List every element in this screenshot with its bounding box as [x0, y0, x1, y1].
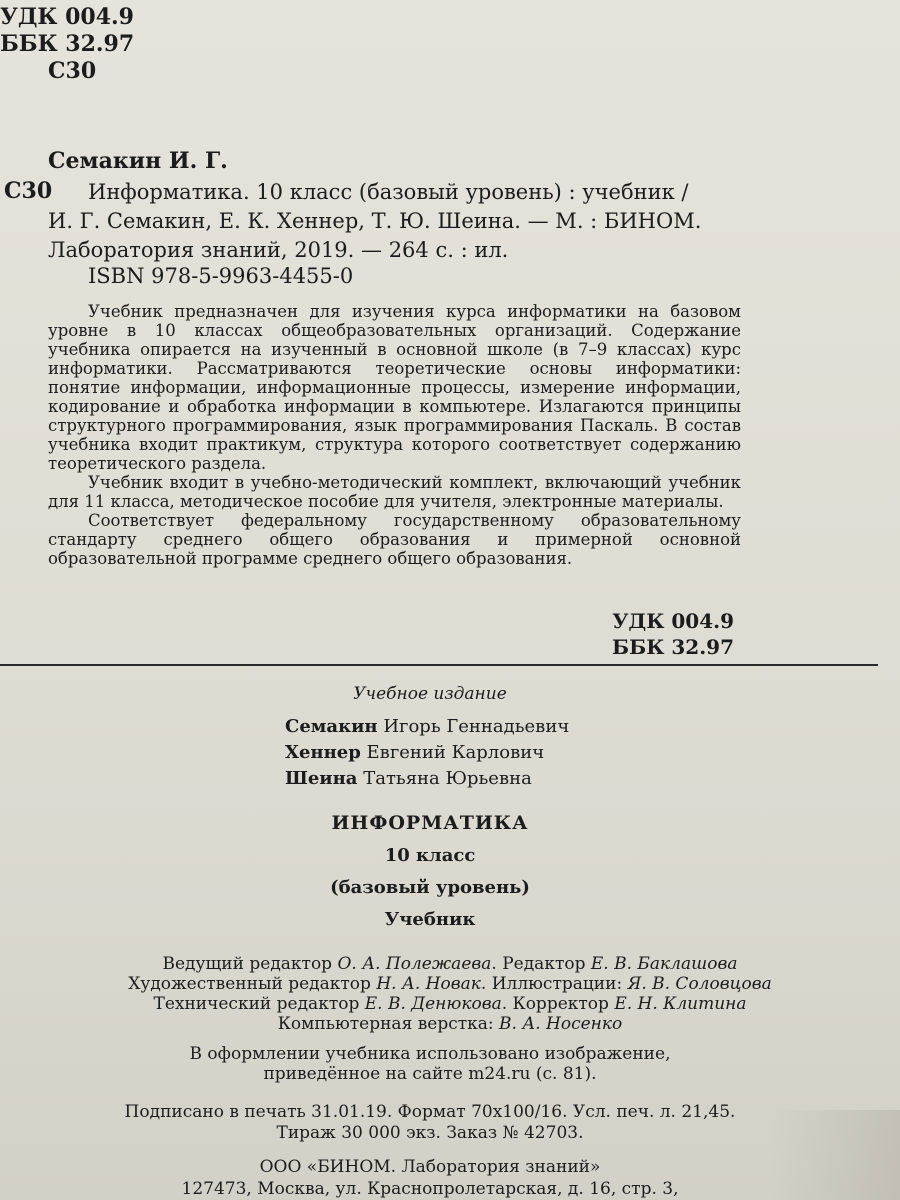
book-grade: 10 класс — [384, 845, 476, 866]
tech-editor-name: Е. В. Денюкова — [364, 994, 502, 1014]
editor-name: Е. В. Баклашова — [590, 954, 738, 974]
credits-row-3 — [90, 994, 810, 1014]
art-editor-name: Н. А. Новак — [376, 974, 481, 994]
lead-editor-label: Ведущий редактор — [162, 954, 333, 974]
illustrations-name: Я. В. Соловцова — [627, 974, 772, 994]
author-mark: С30 — [48, 58, 97, 84]
editor-label: . Редактор — [491, 954, 586, 974]
biblio-line-1: Информатика. 10 класс (базовый уровень) : учебник / — [88, 180, 689, 204]
tech-editor-label: Технический редактор — [153, 994, 360, 1014]
bbk-code-right: ББК 32.97 — [612, 635, 734, 659]
publisher-name: ООО «БИНОМ. Лаборатория знаний» — [259, 1157, 601, 1177]
isbn: ISBN 978-5-9963-4455-0 — [88, 264, 354, 288]
art-editor-label: Художественный редактор — [128, 974, 371, 994]
print-line-2: Тираж 30 000 экз. Заказ № 42703. — [276, 1123, 584, 1143]
print-line-1: Подписано в печать 31.01.19. Формат 70x100/16. Усл. печ. л. 21,45. — [124, 1102, 736, 1122]
credits-row-4 — [90, 1014, 810, 1034]
author-row — [285, 714, 569, 740]
layout-label: Компьютерная верстка: — [277, 1014, 494, 1034]
bbk-code: ББК 32.97 — [0, 31, 135, 57]
image-note-line-2: приведённое на сайте m24.ru (с. 81). — [263, 1064, 597, 1084]
editorial-credits — [90, 954, 810, 1034]
lead-editor-name: О. А. Полежаева — [337, 954, 492, 974]
page-shadow — [770, 1110, 900, 1200]
annotation — [48, 302, 741, 568]
author-surname: Шеина — [285, 768, 358, 789]
author-given-name: Татьяна Юрьевна — [363, 768, 532, 789]
author-row — [285, 766, 569, 792]
corrector-name: Е. Н. Клитина — [614, 994, 747, 1014]
author-given-name: Игорь Геннадьевич — [383, 716, 570, 737]
corrector-label: . Корректор — [501, 994, 609, 1014]
authors-list — [285, 714, 569, 792]
classification-codes-top — [0, 4, 134, 85]
classification-codes-right — [612, 608, 734, 660]
image-source-note — [0, 1044, 860, 1084]
author-surname: Семакин — [285, 716, 378, 737]
annotation-paragraph-3: Соответствует федеральному государственному образовательному стандарту среднего общего образования и примерной основной образовательной программе среднего общего образования. — [48, 511, 741, 568]
author-heading: Семакин И. Г. — [48, 148, 228, 174]
edition-type: Учебное издание — [353, 684, 507, 704]
author-surname: Хеннер — [285, 742, 361, 763]
credits-row-1 — [90, 954, 810, 974]
biblio-line-3: Лаборатория знаний, 2019. — 264 с. : ил. — [48, 238, 509, 262]
bibliographic-description — [48, 178, 748, 265]
publisher-address: 127473, Москва, ул. Краснопролетарская, д. 16, стр. 3, — [181, 1179, 679, 1199]
divider-rule — [0, 664, 878, 666]
annotation-paragraph-1: Учебник предназначен для изучения курса информатики на базовом уровне в 10 классах общеобразовательных организаций. Содержание учебника опирается на изученный в основной школе (в 7–9 классах) курс информатики. Рассматриваются теоретические основы информатики: понятие информации, информационные процессы, измерение информации, кодирование и обработка информации в компьютере. Излагаются принципы структурного программирования, язык программирования Паскаль. В состав учебника входит практикум, структура которого соответствует содержанию теоретического раздела. — [48, 302, 741, 473]
book-title: ИНФОРМАТИКА — [331, 812, 529, 834]
publisher-info — [0, 1156, 860, 1200]
layout-name: В. А. Носенко — [499, 1014, 623, 1034]
credits-row-2 — [90, 974, 810, 994]
book-kind: Учебник — [384, 909, 476, 930]
author-row — [285, 740, 569, 766]
illustrations-label: . Иллюстрации: — [480, 974, 623, 994]
biblio-line-2: И. Г. Семакин, Е. К. Хеннер, Т. Ю. Шеина. — М. : БИНОМ. — [48, 209, 702, 233]
udk-code: УДК 004.9 — [0, 4, 134, 30]
book-level: (базовый уровень) — [330, 877, 530, 898]
udk-code-right: УДК 004.9 — [612, 609, 734, 633]
print-details — [0, 1102, 860, 1144]
author-mark-left: С30 — [4, 178, 53, 204]
annotation-paragraph-2: Учебник входит в учебно-методический комплект, включающий учебник для 11 класса, методическое пособие для учителя, электронные материалы. — [48, 473, 741, 511]
image-note-line-1: В оформлении учебника использовано изображение, — [189, 1044, 671, 1064]
author-given-name: Евгений Карлович — [366, 742, 545, 763]
